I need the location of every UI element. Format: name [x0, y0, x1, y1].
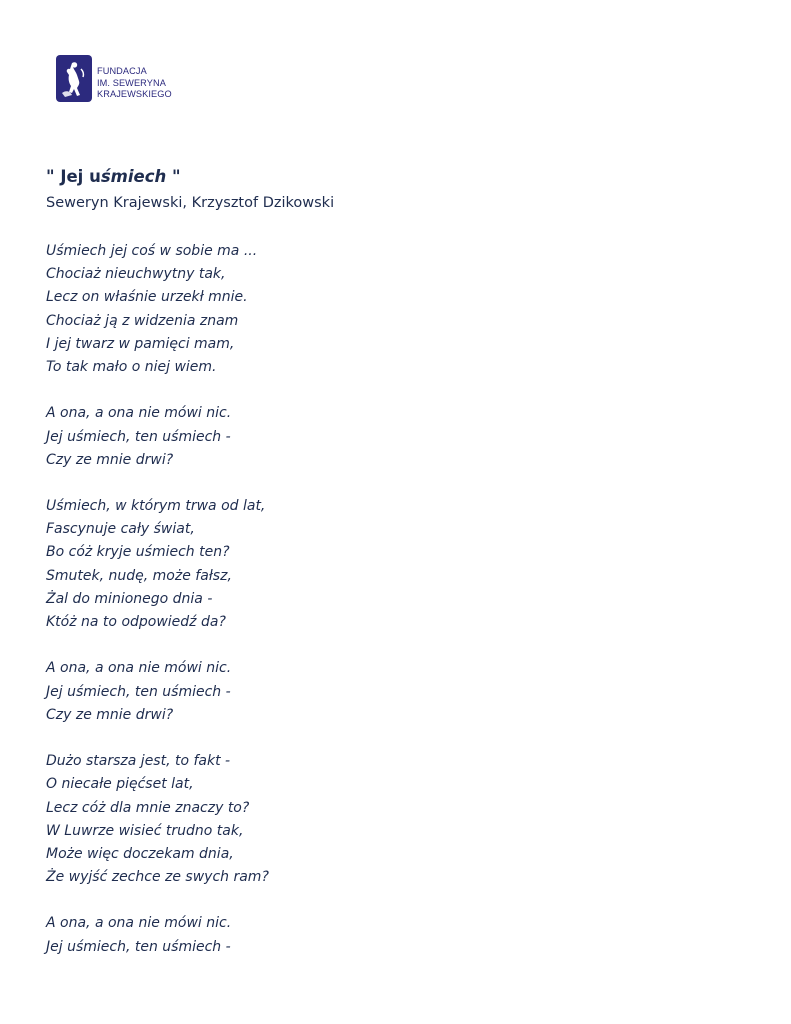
poem-line: A ona, a ona nie mówi nic. [46, 915, 232, 932]
poem-body [46, 240, 269, 982]
poem-line: W Luwrze wisieć trudno tak, [46, 822, 244, 839]
poem-line: Bo cóż kryje uśmiech ten? [46, 544, 230, 561]
poem-line: Czy ze mnie drwi? [46, 451, 174, 468]
poem-line: Jej uśmiech, ten uśmiech - [46, 428, 231, 445]
poem-line: Fascynuje cały świat, [46, 521, 195, 538]
poem-line: Uśmiech jej coś w sobie ma ... [46, 243, 258, 259]
foundation-logo [56, 55, 172, 102]
poem-line: I jej twarz w pamięci mam, [46, 335, 235, 352]
poem-line: Chociaż nieuchwytny tak, [46, 266, 226, 283]
foundation-name-line: KRAJEWSKIEGO [97, 89, 172, 99]
poem-line: Lecz on właśnie urzekł mnie. [46, 289, 248, 306]
poem-line: A ona, a ona nie mówi nic. [46, 660, 232, 677]
foundation-logo-icon [56, 55, 92, 102]
poem-line: Jej uśmiech, ten uśmiech - [46, 683, 231, 700]
poem-line: O niecałe pięćset lat, [46, 776, 194, 793]
poem-stanza [46, 240, 269, 379]
foundation-name-line: FUNDACJA [97, 66, 147, 76]
title-close-quote: " [166, 167, 181, 186]
title-plain-part: Jej u [60, 167, 101, 186]
foundation-name-line: IM. SEWERYNA [97, 77, 166, 88]
poem-stanza [46, 912, 269, 958]
poem-line: Dużo starsza jest, to fakt - [46, 753, 231, 770]
poem-authors: Seweryn Krajewski, Krzysztof Dzikowski [46, 195, 335, 211]
poem-line: Chociaż ją z widzenia znam [46, 312, 239, 329]
title-italic-part: śmiech [100, 167, 167, 186]
poem-line: Że wyjść zechce ze swych ram? [46, 869, 269, 886]
title-open-quote: " [46, 167, 61, 186]
poem-line: Uśmiech, w którym trwa od lat, [46, 498, 266, 515]
poem-stanza [46, 402, 269, 472]
poem-line: Lecz cóż dla mnie znaczy to? [46, 799, 250, 816]
poem-stanza [46, 750, 269, 889]
poem-title [46, 167, 181, 186]
poem-line: Żal do minionego dnia - [46, 590, 213, 607]
poem-line: Smutek, nudę, może fałsz, [46, 567, 232, 584]
poem-line: Czy ze mnie drwi? [46, 706, 174, 723]
poem-line: Któż na to odpowiedź da? [46, 614, 226, 630]
poem-stanza [46, 657, 269, 727]
poem-line: A ona, a ona nie mówi nic. [46, 405, 232, 422]
foundation-name [97, 66, 172, 101]
poem-stanza [46, 495, 269, 634]
poem-line: Jej uśmiech, ten uśmiech - [46, 938, 231, 955]
poem-line: To tak mało o niej wiem. [46, 358, 217, 375]
poem-line: Może więc doczekam dnia, [46, 845, 234, 862]
